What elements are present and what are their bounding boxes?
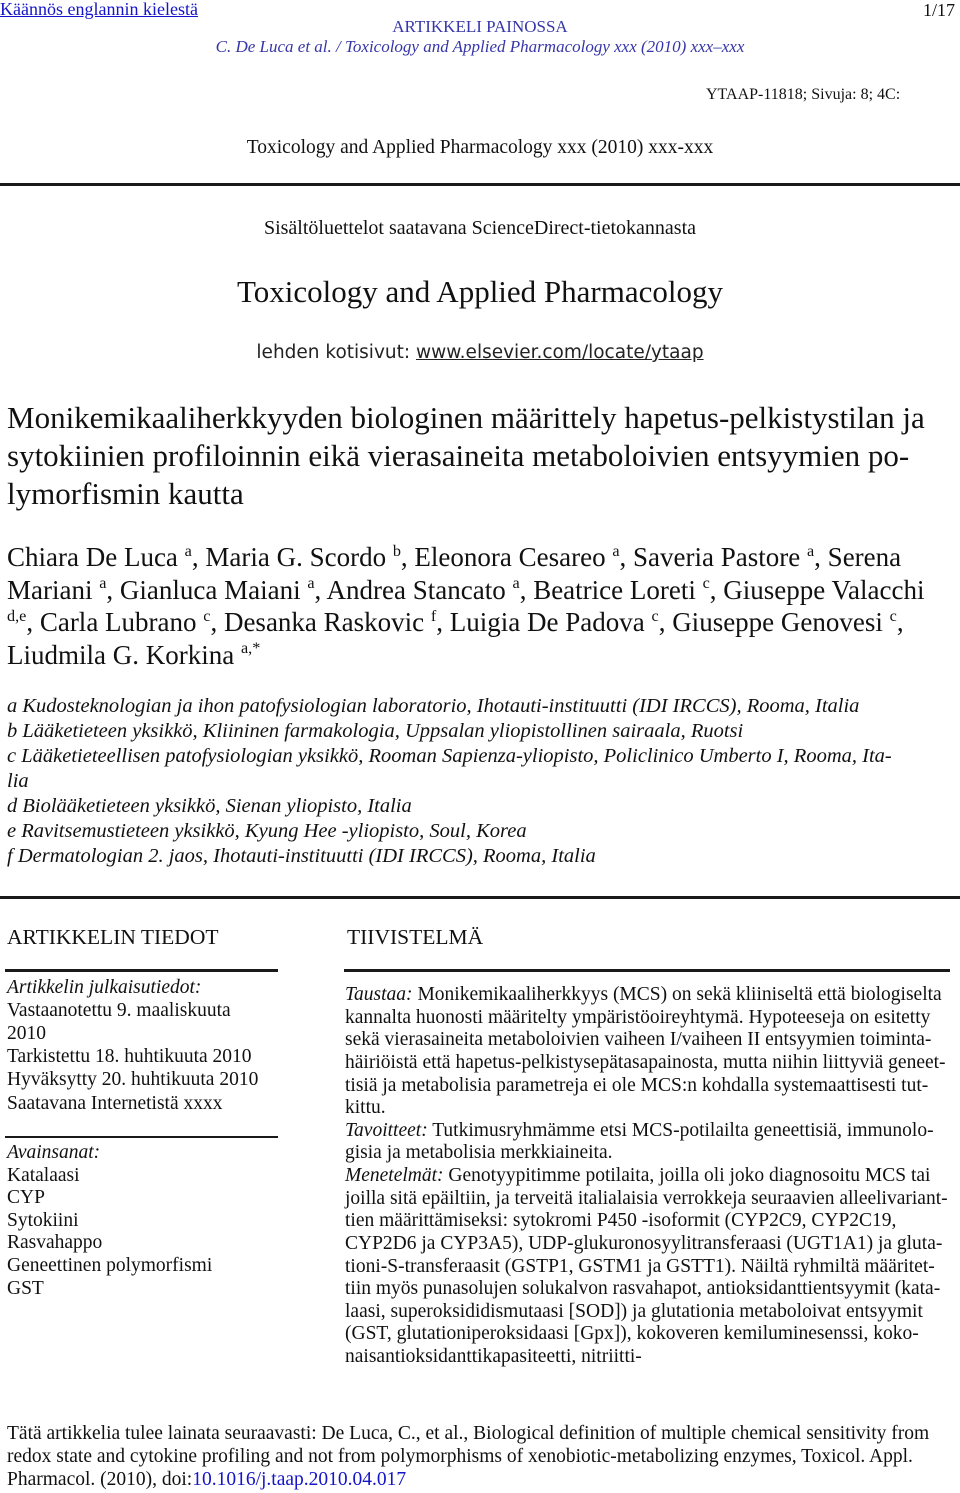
author-line: [7, 541, 957, 574]
history-label: Artikkelin julkaisutiedot:: [7, 976, 202, 998]
abstract-line-text: kittu.: [345, 1097, 386, 1119]
homepage-link[interactable]: www.elsevier.com/locate/ytaap: [415, 342, 704, 363]
article-title: [7, 399, 957, 513]
author-name-text: , Saveria Pastore: [619, 542, 807, 572]
affiliation-superscript: c: [702, 574, 710, 593]
affiliation-superscript: d,e: [7, 606, 27, 625]
author-list: [7, 541, 957, 671]
affiliation-superscript: a: [806, 541, 815, 560]
affiliation-line: f Dermatologian 2. jaos, Ihotauti-instituutti (IDI IRCCS), Rooma, Italia: [7, 845, 596, 867]
history-line: Tarkistettu 18. huhtikuuta 2010: [7, 1046, 252, 1068]
translation-source-link[interactable]: Käännös englannin kielestä: [0, 0, 198, 19]
abstract-line: [345, 1188, 957, 1211]
doi-link[interactable]: 10.1016/j.taap.2010.04.017: [192, 1469, 407, 1490]
abstract-section-label: Taustaa:: [345, 984, 413, 1005]
abstract-line-text: tien määrittämiseksi: sytokromi P450 -isoformit (CYP2C9, CYP2C19,: [345, 1210, 897, 1232]
contents-note: Sisältöluettelot saatavana ScienceDirect-tietokannasta: [263, 217, 697, 239]
abstract-line: [345, 1346, 957, 1369]
history-line: Saatavana Internetistä xxxx: [7, 1092, 223, 1114]
keyword-item: CYP: [7, 1187, 45, 1209]
journal-name: Toxicology and Applied Pharmacology: [237, 274, 723, 309]
keyword-item: Rasvahappo: [7, 1232, 103, 1254]
abstract-line: [345, 1323, 957, 1346]
abstract-line-text: joilla sitä epäiltiin, ja terveitä italialaisia verrokkeja seuraavien alleelivariant-: [345, 1187, 948, 1209]
abstract-line-text: Tutkimusryhmämme etsi MCS-potilailta geneettisiä, immunolo-: [427, 1119, 934, 1141]
abstract-line: [345, 1075, 957, 1098]
citation-text: Tätä artikkelia tulee lainata seuraavasti: De Luca, C., et al., Biological definition of multiple chemical sensitivity from: [7, 1423, 930, 1444]
keywords-label: Avainsanat:: [7, 1142, 101, 1163]
abstract-line-text: tiin myös punasolujen solukalvon rasvahapot, antioksidanttientsyymit (kata-: [345, 1278, 941, 1300]
article-info-rule: [5, 969, 278, 972]
affiliation-list: [7, 694, 957, 869]
abstract-line-text: gisia ja metabolisia merkkiaineita.: [345, 1142, 613, 1164]
citation-line: [7, 1422, 957, 1445]
section-rule: [0, 896, 960, 899]
keywords-rule: [5, 1136, 278, 1138]
author-name-text: , Carla Lubrano: [26, 607, 204, 637]
affiliation-superscript: f: [430, 606, 437, 625]
affiliation-superscript: a: [184, 541, 192, 560]
abstract-line: [345, 1142, 957, 1165]
abstract-body: [345, 984, 957, 1369]
abstract-rule: [344, 969, 950, 972]
author-name-text: , Serena: [814, 542, 902, 572]
author-name-text: , Maria G. Scordo: [191, 542, 393, 572]
author-line: [7, 639, 957, 672]
author-name-text: , Luigia De Padova: [436, 607, 652, 637]
abstract-line-text: häiriöistä että hapetus-pelkistysepätasapainosta, mutta niihin liittyviä geneet-: [345, 1051, 946, 1073]
affiliation-superscript: c: [889, 606, 897, 625]
header-rule: [0, 183, 960, 186]
affiliation-superscript: b: [392, 541, 401, 560]
affiliation-superscript: c: [651, 606, 659, 625]
abstract-line-text: kannalta huonosti määritelty ympäristöoireyhtymä. Hypoteeseja on esitetty: [345, 1006, 931, 1028]
abstract-line: [345, 1210, 957, 1233]
abstract-line-text: tioni-S-transferaasit (GSTP1, GSTM1 ja GSTT1). Näiltä ryhmiltä määritet-: [345, 1255, 935, 1277]
keyword-item: Katalaasi: [7, 1164, 80, 1186]
abstract-line-text: CYP2D6 ja CYP3A5), UDP-glukuronosyylitransferaasi (UGT1A1) ja gluta-: [345, 1232, 943, 1254]
affiliation-line: lia: [7, 770, 29, 792]
author-name-text: , Desanka Raskovic: [210, 607, 431, 637]
author-line: [7, 574, 957, 607]
keyword-item: GST: [7, 1277, 44, 1299]
article-info-heading: ARTIKKELIN TIEDOT: [7, 925, 219, 949]
citation-line: [7, 1468, 957, 1491]
affiliation-superscript: a: [512, 574, 520, 593]
affiliation-line: c Lääketieteellisen patofysiologian yksikkö, Rooman Sapienza-yliopisto, Policlinico Umberto I, Rooma, Ita-: [7, 745, 892, 767]
author-name-text: , Giuseppe Valacchi: [709, 574, 925, 605]
homepage-label: lehden kotisivut:: [256, 342, 416, 363]
author-name-text: , Andrea Stancato: [314, 574, 513, 605]
manuscript-id: YTAAP-11818; Sivuja: 8; 4C:: [706, 86, 901, 103]
abstract-line: [345, 1052, 957, 1075]
affiliation-line: b Lääketieteen yksikkö, Kliininen farmakologia, Uppsalan yliopistollinen sairaala, Ruotsi: [7, 720, 744, 742]
keyword-item: Geneettinen polymorfismi: [7, 1254, 213, 1276]
author-name-text: Chiara De Luca: [7, 542, 185, 572]
author-name-text: ,: [896, 607, 904, 637]
abstract-line: [345, 1097, 957, 1120]
affiliation-superscript: c: [203, 606, 211, 625]
author-name-text: , Beatrice Loreti: [519, 574, 703, 605]
author-name-text: , Gianluca Maiani: [106, 574, 308, 605]
history-line: Hyväksytty 20. huhtikuuta 2010: [7, 1069, 259, 1091]
abstract-line-text: sekä vierasaineita metaboloivien vaiheen I/vaiheen II entsyymien toiminta-: [345, 1029, 932, 1051]
keyword-list: [7, 1142, 282, 1300]
publication-history: [7, 976, 282, 1115]
author-name-text: Mariani: [7, 574, 100, 605]
history-line: Vastaanotettu 9. maaliskuuta: [7, 999, 231, 1021]
running-head: C. De Luca et al. / Toxicology and Applied Pharmacology xxx (2010) xxx–xxx: [215, 37, 745, 56]
affiliation-superscript: a: [307, 574, 315, 593]
abstract-line: [345, 984, 957, 1007]
author-name-text: , Giuseppe Genovesi: [658, 607, 890, 637]
abstract-line: [345, 1278, 957, 1301]
article-status: ARTIKKELI PAINOSSA: [392, 17, 568, 36]
abstract-line-text: tisiä ja metabolisia parametreja ei ole MCS:n kohdalla systemaattisesti tut-: [345, 1074, 929, 1096]
abstract-line: [345, 1233, 957, 1256]
abstract-line: [345, 1007, 957, 1030]
abstract-line: [345, 1256, 957, 1279]
abstract-line-text: naisantioksidanttikapasiteetti, nitriitti-: [345, 1346, 642, 1367]
affiliation-line: d Biolääketieteen yksikkö, Sienan yliopisto, Italia: [7, 795, 412, 817]
abstract-section-label: Tavoitteet:: [345, 1119, 428, 1141]
journal-citation-line: Toxicology and Applied Pharmacology xxx (2010) xxx-xxx: [246, 137, 714, 158]
title-line: sytokiinien profiloinnin eikä vierasaineita metaboloivien entsyymien po-: [7, 438, 910, 473]
abstract-line-text: laasi, superoksididismutaasi [SOD]) ja glutationia metaboloivat entsyymit: [345, 1300, 923, 1322]
abstract-heading: TIIVISTELMÄ: [347, 925, 484, 949]
history-line: 2010: [7, 1022, 46, 1044]
author-name-text: , Eleonora Cesareo: [400, 542, 613, 572]
affiliation-superscript: a: [612, 541, 620, 560]
citation-line: [7, 1445, 957, 1468]
abstract-line-text: (GST, glutationiperoksidaasi [Gpx]), kokoveren kemiluminesenssi, koko-: [345, 1323, 919, 1345]
abstract-line-text: Monikemikaaliherkkyys (MCS) on sekä kliiniseltä että biologiselta: [412, 984, 942, 1005]
abstract-line: [345, 1301, 957, 1324]
citation-text: Pharmacol. (2010), doi:: [7, 1469, 193, 1490]
affiliation-superscript: a: [99, 574, 107, 593]
title-line: Monikemikaaliherkkyyden biologinen määrittely hapetus-pelkistystilan ja: [7, 400, 925, 435]
author-line: [7, 606, 957, 639]
abstract-line-text: Genotyypitimme potilaita, joilla oli joko diagnosoitu MCS tai: [443, 1165, 931, 1186]
citation-note: [7, 1422, 957, 1491]
affiliation-line: a Kudosteknologian ja ihon patofysiologian laboratorio, Ihotauti-instituutti (IDI IRCCS), Rooma, Italia: [7, 695, 860, 717]
keyword-item: Sytokiini: [7, 1209, 79, 1231]
abstract-line: [345, 1165, 957, 1188]
affiliation-superscript: a,*: [240, 639, 261, 658]
abstract-line: [345, 1029, 957, 1052]
abstract-line: [345, 1120, 957, 1143]
title-line: lymorfismin kautta: [7, 476, 244, 511]
journal-homepage: [0, 342, 960, 364]
citation-text: redox state and cytokine profiling and not from polymorphisms of xenobiotic-metabolizing enzymes, Toxicol. Appl.: [7, 1446, 913, 1467]
abstract-section-label: Menetelmät:: [345, 1165, 444, 1186]
affiliation-line: e Ravitsemustieteen yksikkö, Kyung Hee -yliopisto, Soul, Korea: [7, 820, 527, 842]
page-indicator: 1/17: [922, 0, 955, 20]
author-name-text: Liudmila G. Korkina: [7, 639, 241, 670]
